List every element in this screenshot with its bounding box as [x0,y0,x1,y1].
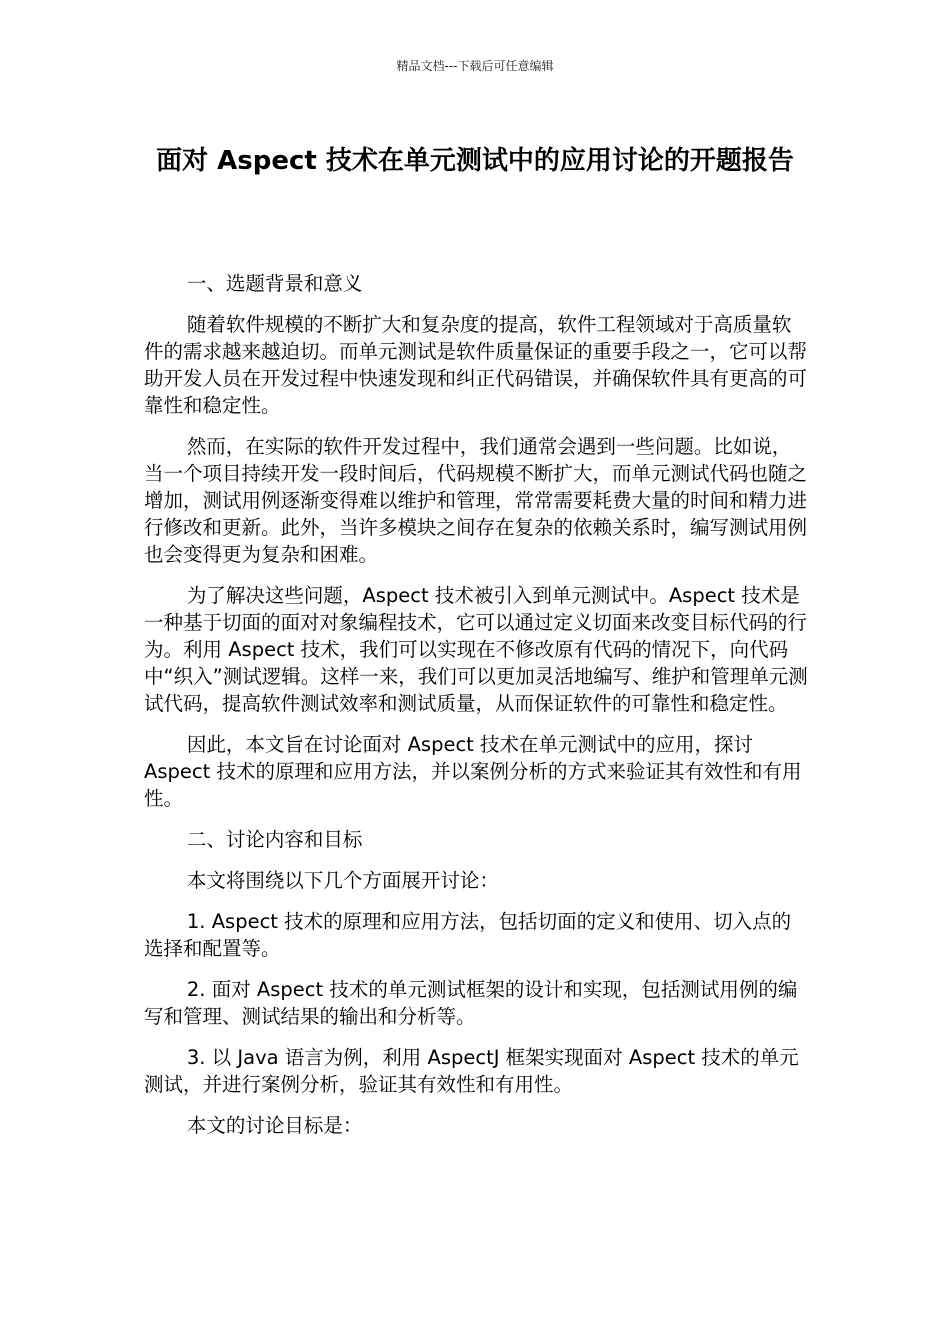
document-title: 面对 Aspect 技术在单元测试中的应用讨论的开题报告 [156,146,794,176]
document-body [144,270,808,1153]
paragraph-aspect-solution: 为了解决这些问题，Aspect 技术被引入到单元测试中。Aspect 技术是一种基于切面的面对对象编程技术，它可以通过定义切面来改变目标代码的行为。利用 Aspect 技术，我们可以实现在不修改原有代码的情况下，向代码中“织入”测试逻辑。这样一来，我们可以更加灵活地编写、维护和管理单元测试代码，提高软件测试效率和测试质量，从而保证软件的可靠性和稳定性。 [144,584,808,715]
list-item-2: 2. 面对 Aspect 技术的单元测试框架的设计和实现，包括测试用例的编写和管理、测试结果的输出和分析等。 [144,978,798,1028]
list-item-3: 3. 以 Java 语言为例，利用 AspectJ 框架实现面对 Aspect 技术的单元测试，并进行案例分析，验证其有效性和有用性。 [144,1046,799,1096]
paragraph-problems: 然而，在实际的软件开发过程中，我们通常会遇到一些问题。比如说，当一个项目持续开发一段时间后，代码规模不断扩大，而单元测试代码也随之增加，测试用例逐渐变得难以维护和管理，常常需要耗费大量的时间和精力进行修改和更新。此外，当许多模块之间存在复杂的依赖关系时，编写测试用例也会变得更为复杂和困难。 [144,435,808,566]
page-header: 精品文档---下载后可任意编辑 [396,59,554,73]
section-heading-content-goals: 二、讨论内容和目标 [186,828,363,851]
paragraph-discussion-intro: 本文将围绕以下几个方面展开讨论： [186,869,499,892]
paragraph-goals-intro: 本文的讨论目标是： [186,1114,363,1137]
section-heading-background: 一、选题背景和意义 [186,272,363,295]
paragraph-background-intro: 随着软件规模的不断扩大和复杂度的提高，软件工程领域对于高质量软件的需求越来越迫切。而单元测试是软件质量保证的重要手段之一，它可以帮助开发人员在开发过程中快速发现和纠正代码错误，并确保软件具有更高的可靠性和稳定性。 [144,313,808,417]
list-item-1: 1. Aspect 技术的原理和应用方法，包括切面的定义和使用、切入点的选择和配置等。 [144,910,792,960]
paragraph-purpose: 因此，本文旨在讨论面对 Aspect 技术在单元测试中的应用，探讨 Aspect 技术的原理和应用方法，并以案例分析的方式来验证其有效性和有用性。 [144,733,802,810]
